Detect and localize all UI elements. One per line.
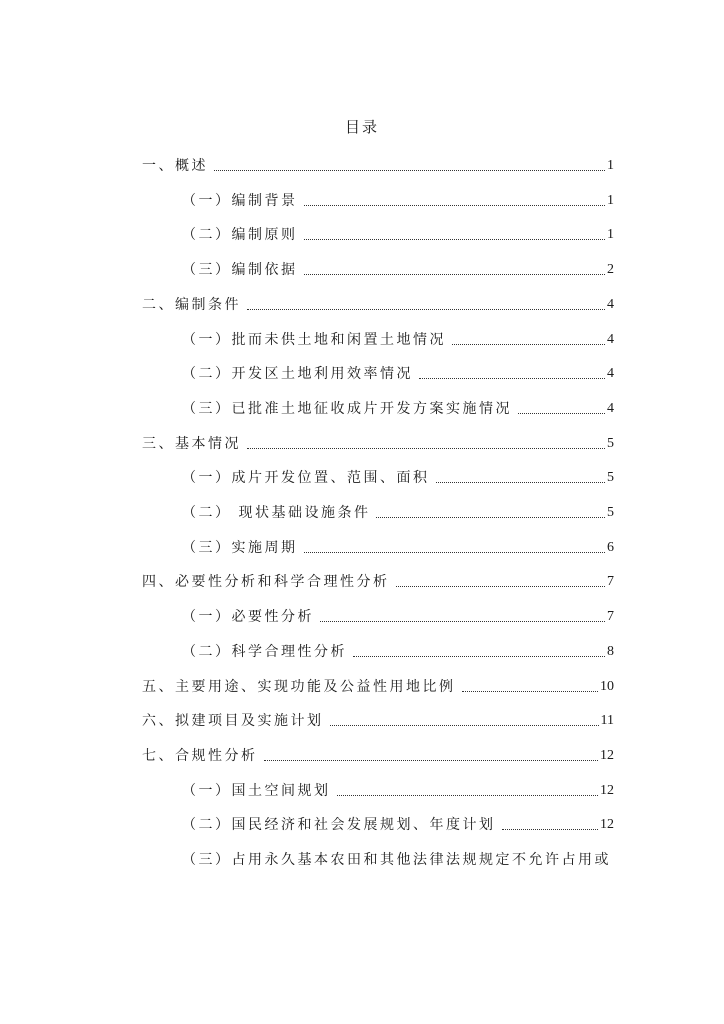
toc-entry-label: （一）成片开发位置、范围、面积 [182,470,430,486]
toc-entry-label: 三、基本情况 [142,436,241,452]
toc-leader-dots [376,516,605,518]
toc-entry-label: 二、编制条件 [142,297,241,313]
toc-entry-label: （三）编制依据 [182,262,298,278]
toc-page-number: 11 [600,713,614,728]
toc-entry[interactable] [142,434,614,454]
toc-page-number: 12 [600,817,614,832]
toc-leader-dots [396,585,606,587]
toc-page-number: 12 [600,783,614,798]
toc-entry-label: （二）科学合理性分析 [182,644,347,660]
toc-page-number: 6 [607,540,614,555]
toc-leader-dots [419,377,605,379]
toc-entry[interactable] [182,191,614,211]
toc-page-number: 10 [600,679,614,694]
toc-page-number: 4 [607,332,614,347]
toc-entry[interactable] [182,503,614,523]
toc-leader-dots [264,759,599,761]
toc-entry-label: 一、概述 [142,158,208,174]
toc-page-number: 12 [600,748,614,763]
toc-entry[interactable] [182,815,614,835]
toc-entry[interactable] [182,330,614,350]
toc-entry[interactable] [182,468,614,488]
toc-leader-dots [462,690,599,692]
toc-entry[interactable] [142,746,614,766]
toc-entry[interactable] [182,850,614,870]
toc-page-number: 5 [607,470,614,485]
toc-page-number: 4 [607,366,614,381]
toc-page-number: 1 [607,227,614,242]
toc-leader-dots [304,238,606,240]
toc-entry-label: （二）开发区土地利用效率情况 [182,366,413,382]
toc-entry-label: （三）已批准土地征收成片开发方案实施情况 [182,401,512,417]
toc-page-number: 2 [607,262,614,277]
toc-page-number: 8 [607,644,614,659]
toc-entry-label: （一）国土空间规划 [182,783,331,799]
toc-entry[interactable] [142,156,614,176]
toc-entry-label: 七、合规性分析 [142,748,258,764]
toc-leader-dots [353,655,605,657]
toc-leader-dots [214,169,605,171]
toc-title: 目录 [344,118,379,136]
toc-entry-label: （一）批而未供土地和闲置土地情况 [182,332,446,348]
toc-entry[interactable] [142,295,614,315]
toc-leader-dots [304,273,606,275]
toc-leader-dots [436,481,606,483]
toc-page-number: 5 [607,436,614,451]
toc-entry[interactable] [182,607,614,627]
toc-page-number: 7 [607,574,614,589]
toc-page-number: 1 [607,193,614,208]
toc-entry-label: 四、必要性分析和科学合理性分析 [142,574,390,590]
toc-page-number: 1 [607,158,614,173]
toc-entry-label: （二）编制原则 [182,227,298,243]
toc-leader-dots [337,794,599,796]
toc-page-number: 4 [607,401,614,416]
toc-entry[interactable] [182,225,614,245]
toc-leader-dots [518,412,605,414]
toc-leader-dots [247,447,605,449]
toc-entry[interactable] [182,399,614,419]
toc-entry-label: （二） 现状基础设施条件 [182,505,371,521]
toc-entry[interactable] [182,260,614,280]
toc-page-number: 5 [607,505,614,520]
toc-entry[interactable] [182,781,614,801]
toc-leader-dots [330,724,599,726]
toc-entry-label: （三）实施周期 [182,540,298,556]
toc-leader-dots [452,343,605,345]
toc-page-number: 4 [607,297,614,312]
toc-entry-label: （一）编制背景 [182,193,298,209]
toc-entry-label: （三）占用永久基本农田和其他法律法规规定不允许占用或 [182,852,611,868]
toc-entry[interactable] [182,364,614,384]
toc-leader-dots [247,308,605,310]
toc-leader-dots [304,204,606,206]
toc-entry[interactable] [142,711,614,731]
toc-entry[interactable] [182,642,614,662]
toc-entry-label: 五、主要用途、实现功能及公益性用地比例 [142,679,456,695]
toc-entry-label: （一）必要性分析 [182,609,314,625]
toc-entry[interactable] [142,572,614,592]
toc-entry-label: （二）国民经济和社会发展规划、年度计划 [182,817,496,833]
toc-page-number: 7 [607,609,614,624]
toc-leader-dots [320,620,605,622]
toc-leader-dots [304,551,606,553]
toc-entry[interactable] [182,538,614,558]
toc-entry-label: 六、拟建项目及实施计划 [142,713,324,729]
toc-leader-dots [502,828,599,830]
toc-entry[interactable] [142,677,614,697]
